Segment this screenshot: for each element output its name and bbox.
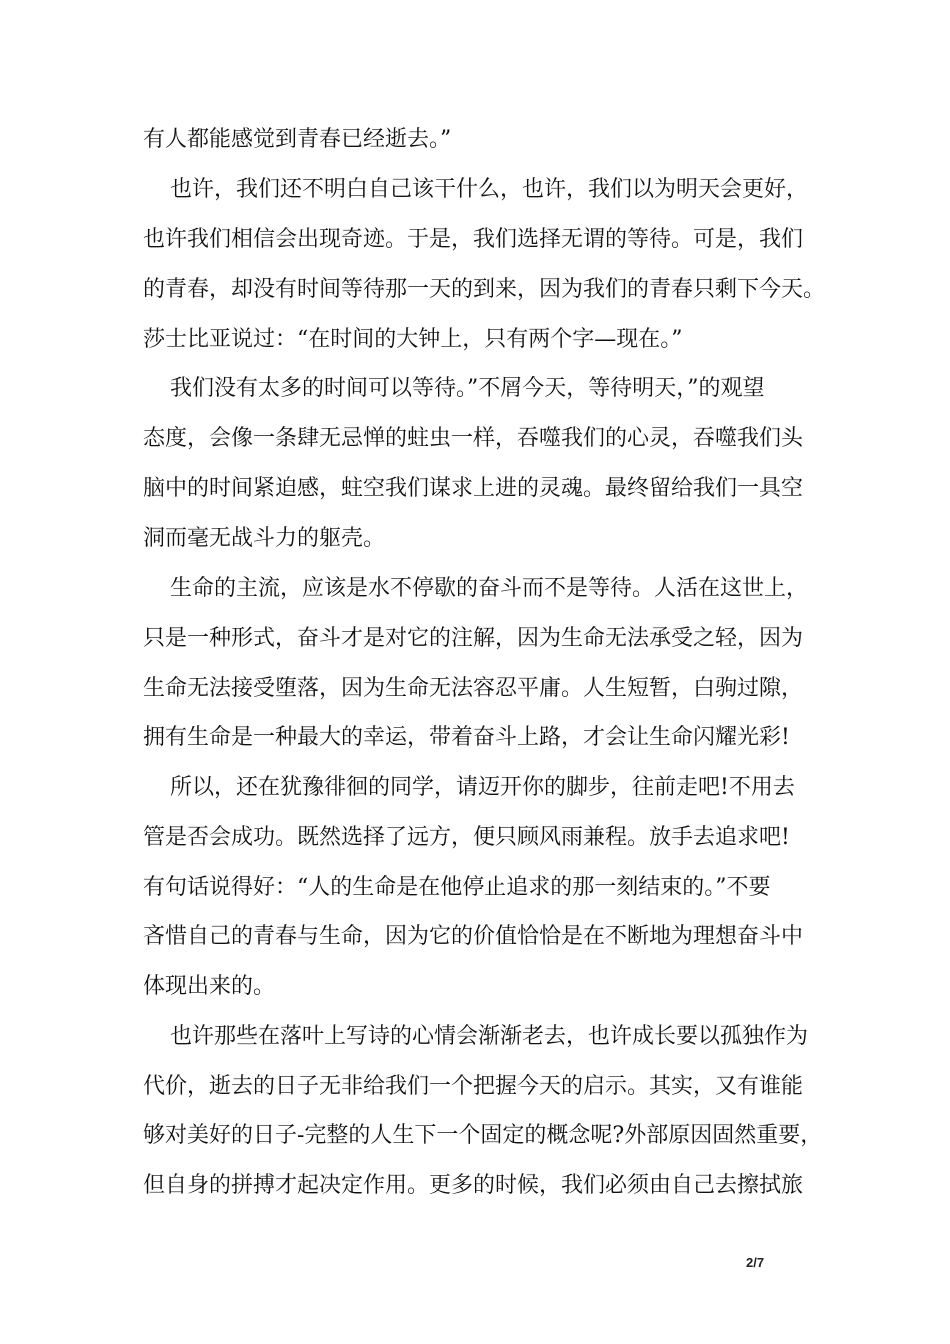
paragraph-line: 也许，我们还不明白自己该干什么，也许，我们以为明天会更好， [170,177,809,202]
text-line: 态度，会像一条肆无忌惮的蛀虫一样，吞噬我们的心灵，吞噬我们头 [143,426,804,451]
text-line: 代价，逝去的日子无非给我们一个把握今天的启示。其实，又有谁能 [143,1074,804,1099]
paragraph-line: 生命的主流，应该是水不停歇的奋斗而不是等待。人活在这世上， [170,576,809,601]
paragraph-line: 所以，还在犹豫徘徊的同学，请迈开你的脚步，往前走吧!不用去 [170,775,795,800]
text-line: 洞而毫无战斗力的躯壳。 [143,526,386,551]
text-line: 只是一种形式，奋斗才是对它的注解，因为生命无法承受之轻，因为 [143,626,804,651]
text-line: 管是否会成功。既然选择了远方，便只顾风雨兼程。放手去追求吧! [143,825,790,850]
text-line: 但自身的拼搏才起决定作用。更多的时候，我们必须由自己去擦拭旅 [143,1173,804,1198]
text-line: 体现出来的。 [143,974,276,999]
text-line: 莎士比亚说过：“在时间的大钟上，只有两个字—现在。” [143,327,683,352]
text-line: 的青春，却没有时间等待那一天的到来，因为我们的青春只剩下今天。 [143,277,826,302]
text-line: 有句话说得好：“人的生命是在他停止追求的那一刻结束的。”不要 [143,875,771,900]
text-line: 生命无法接受堕落，因为生命无法容忍平庸。人生短暂，白驹过隙， [143,676,804,701]
paragraph-line: 也许那些在落叶上写诗的心情会渐渐老去，也许成长要以孤独作为 [170,1024,809,1049]
text-line: 有人都能感觉到青春已经逝去。” [143,127,452,152]
text-line: 脑中的时间紧迫感，蛀空我们谋求上进的灵魂。最终留给我们一具空 [143,476,804,501]
text-line: 也许我们相信会出现奇迹。于是，我们选择无谓的等待。可是，我们 [143,227,804,252]
text-line: 吝惜自己的青春与生命，因为它的价值恰恰是在不断地为理想奋斗中 [143,924,804,949]
text-line: 够对美好的日子-完整的人生下一个固定的概念呢?外部原因固然重要， [143,1123,823,1148]
page-number: 2/7 [746,1255,765,1270]
paragraph-line: 我们没有太多的时间可以等待。”不屑今天，等待明天，”的观望 [170,376,765,401]
text-line: 拥有生命是一种最大的幸运，带着奋斗上路，才会让生命闪耀光彩! [143,725,790,750]
